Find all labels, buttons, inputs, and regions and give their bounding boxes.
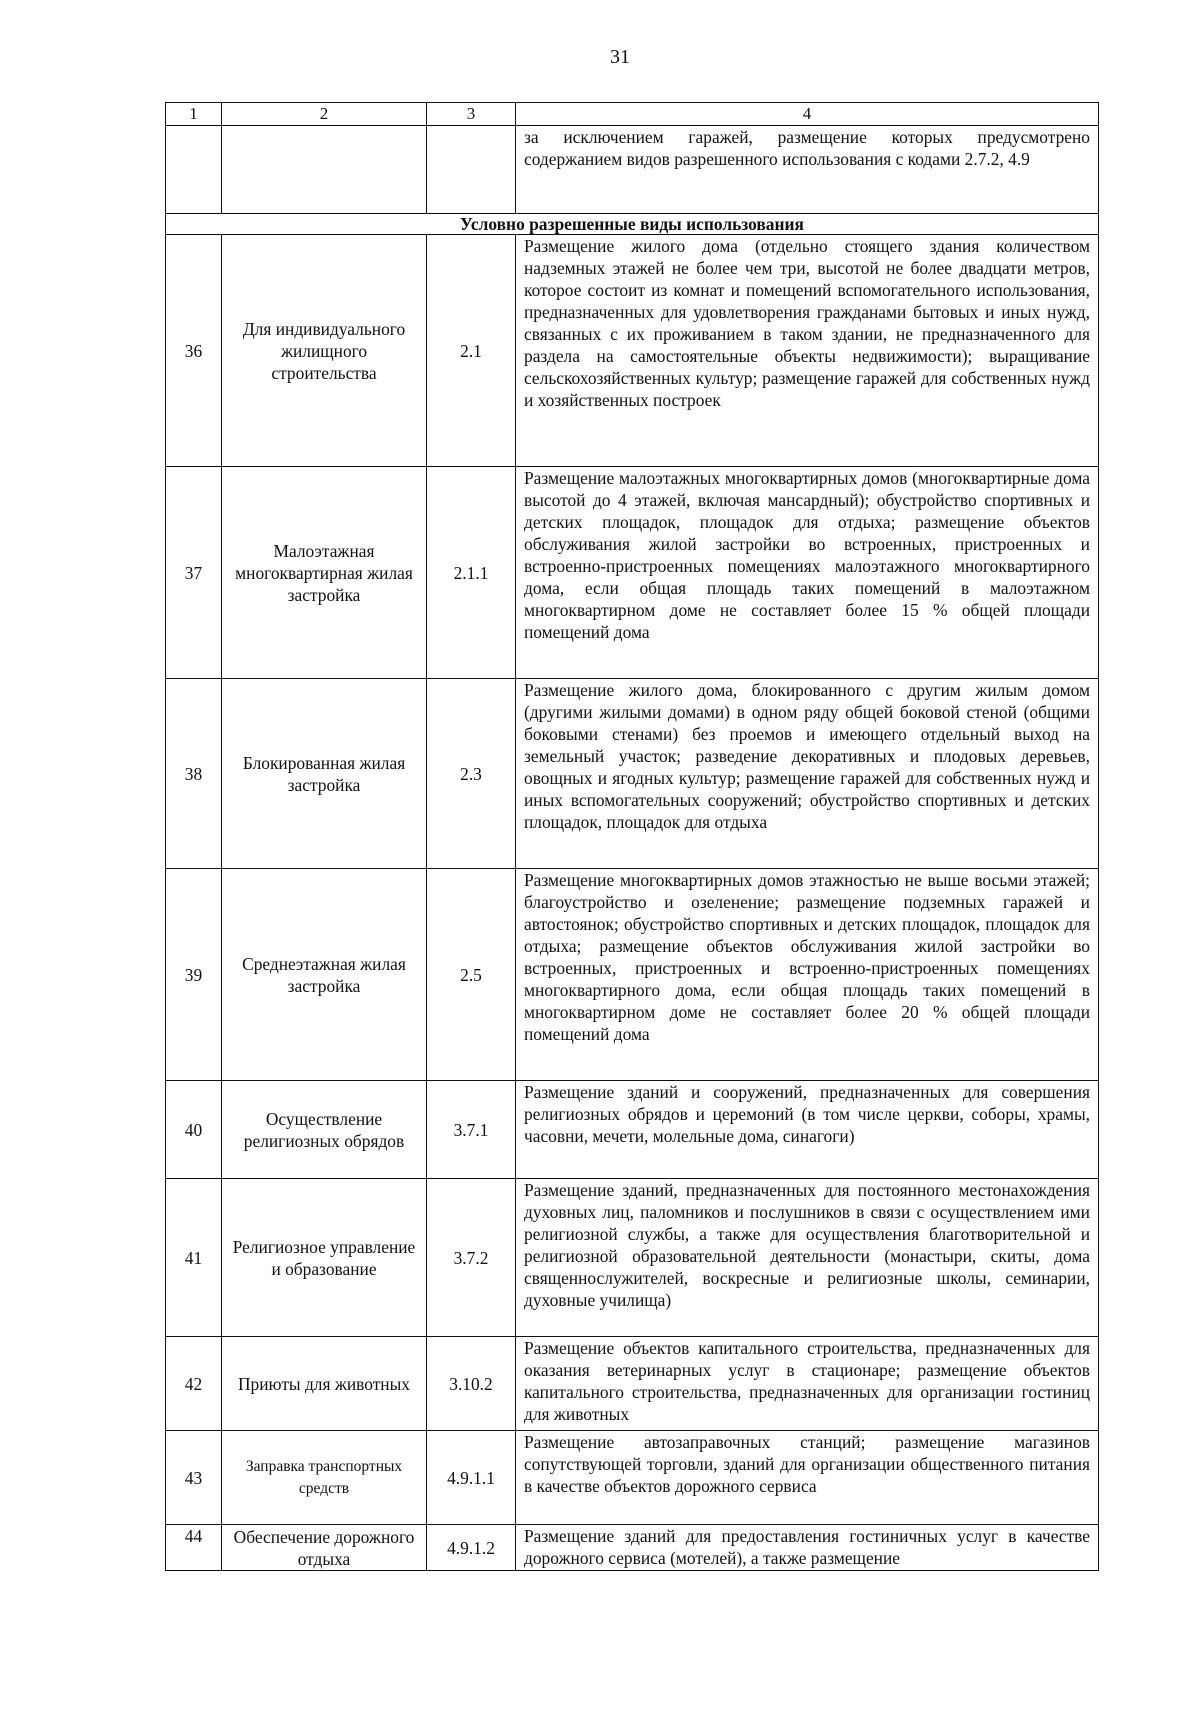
continuation-description: за исключением гаражей, размещение которых предусмотрено содержанием видов разрешенного использования с кодами 2.7.2, 4.9 [516, 126, 1099, 214]
cell-empty [427, 126, 516, 214]
table-row [166, 1337, 1099, 1431]
row-number: 42 [166, 1337, 222, 1431]
table-row [166, 1081, 1099, 1179]
row-number: 40 [166, 1081, 222, 1179]
table-row [166, 1525, 1099, 1571]
table-row [166, 1431, 1099, 1525]
row-number: 37 [166, 467, 222, 679]
use-type-description: Размещение жилого дома (отдельно стоящего здания количеством надземных этажей не более чем три, высотой не более двадцати метров, которое состоит из комнат и помещений вспомогательного использования, предназначенных для удовлетворения гражданами бытовых и иных нужд, связанных с их проживанием в таком здании, не предназначенного для раздела на самостоятельные объекты недвижимости); выращивание сельскохозяйственных культур; размещение гаражей для собственных нужд и хозяйственных построек [516, 235, 1099, 467]
table-row [166, 1179, 1099, 1337]
cell-empty [166, 126, 222, 214]
use-type-description: Размещение автозаправочных станций; размещение магазинов сопутствующей торговли, зданий для организации общественного питания в качестве объектов дорожного сервиса [516, 1431, 1099, 1525]
section-title: Условно разрешенные виды использования [166, 214, 1099, 235]
row-number: 44 [166, 1525, 222, 1571]
cell-empty [222, 126, 427, 214]
use-type-description: Размещение жилого дома, блокированного с другим жилым домом (другими жилыми домами) в одном ряду общей боковой стеной (общими боковыми стенами) без проемов и имеющего отдельный выход на земельный участок; разведение декоративных и плодовых деревьев, овощных и ягодных культур; размещение гаражей для собственных нужд и иных вспомогательных сооружений; обустройство спортивных и детских площадок, площадок для отдыха [516, 679, 1099, 869]
use-type-name: Заправка транспортных средств [222, 1431, 427, 1525]
use-type-description: Размещение зданий и сооружений, предназначенных для совершения религиозных обрядов и церемоний (в том числе церкви, соборы, храмы, часовни, мечети, молельные дома, синагоги) [516, 1081, 1099, 1179]
table-row [166, 467, 1099, 679]
use-type-code: 2.1 [427, 235, 516, 467]
column-header-3: 3 [427, 103, 516, 126]
use-type-name: Среднеэтажная жилая застройка [222, 869, 427, 1081]
use-type-description: Размещение зданий, предназначенных для постоянного местонахождения духовных лиц, паломников и послушников в связи с осуществлением ими религиозной службы, а также для осуществления благотворительной и религиозной образовательной деятельности (монастыри, скиты, дома священнослужителей, воскресные и религиозные школы, семинарии, духовные училища) [516, 1179, 1099, 1337]
use-type-name: Блокированная жилая застройка [222, 679, 427, 869]
section-row [166, 214, 1099, 235]
use-type-name: Религиозное управление и образование [222, 1179, 427, 1337]
table-row [166, 235, 1099, 467]
use-type-code: 2.3 [427, 679, 516, 869]
row-number: 43 [166, 1431, 222, 1525]
page-number: 31 [610, 46, 630, 68]
use-type-code: 3.10.2 [427, 1337, 516, 1431]
use-type-code: 3.7.1 [427, 1081, 516, 1179]
table-row [166, 869, 1099, 1081]
column-header-2: 2 [222, 103, 427, 126]
use-type-code: 2.5 [427, 869, 516, 1081]
use-type-name: Обеспечение дорожного отдыха [222, 1525, 427, 1571]
header-row [166, 103, 1099, 126]
use-type-description: Размещение зданий для предоставления гостиничных услуг в качестве дорожного сервиса (мотелей), а также размещение [516, 1525, 1099, 1571]
continuation-row [166, 126, 1099, 214]
use-type-name: Приюты для животных [222, 1337, 427, 1431]
row-number: 39 [166, 869, 222, 1081]
use-type-description: Размещение многоквартирных домов этажностью не выше восьми этажей; благоустройство и озеленение; размещение подземных гаражей и автостоянок; обустройство спортивных и детских площадок, площадок для отдыха; размещение объектов обслуживания жилой застройки во встроенных, пристроенных и встроенно-пристроенных помещениях многоквартирного дома, если общая площадь таких помещений в многоквартирном доме не составляет более 20 % общей площади помещений дома [516, 869, 1099, 1081]
use-type-name: Осуществление религиозных обрядов [222, 1081, 427, 1179]
table-row [166, 679, 1099, 869]
column-header-1: 1 [166, 103, 222, 126]
use-type-name: Для индивидуального жилищного строительства [222, 235, 427, 467]
column-header-4: 4 [516, 103, 1099, 126]
use-type-code: 3.7.2 [427, 1179, 516, 1337]
use-type-code: 4.9.1.1 [427, 1431, 516, 1525]
row-number: 36 [166, 235, 222, 467]
use-type-description: Размещение объектов капитального строительства, предназначенных для оказания ветеринарных услуг в стационаре; размещение объектов капитального строительства, предназначенных для организации гостиниц для животных [516, 1337, 1099, 1431]
use-type-name: Малоэтажная многоквартирная жилая застройка [222, 467, 427, 679]
row-number: 38 [166, 679, 222, 869]
land-use-table [165, 102, 1099, 1571]
row-number: 41 [166, 1179, 222, 1337]
use-type-code: 4.9.1.2 [427, 1525, 516, 1571]
use-type-code: 2.1.1 [427, 467, 516, 679]
use-type-description: Размещение малоэтажных многоквартирных домов (многоквартирные дома высотой до 4 этажей, включая мансардный); обустройство спортивных и детских площадок, площадок для отдыха; размещение объектов обслуживания жилой застройки во встроенных, пристроенных и встроенно-пристроенных помещениях малоэтажного многоквартирного дома, если общая площадь таких помещений в малоэтажном многоквартирном доме не составляет более 15 % общей площади помещений дома [516, 467, 1099, 679]
